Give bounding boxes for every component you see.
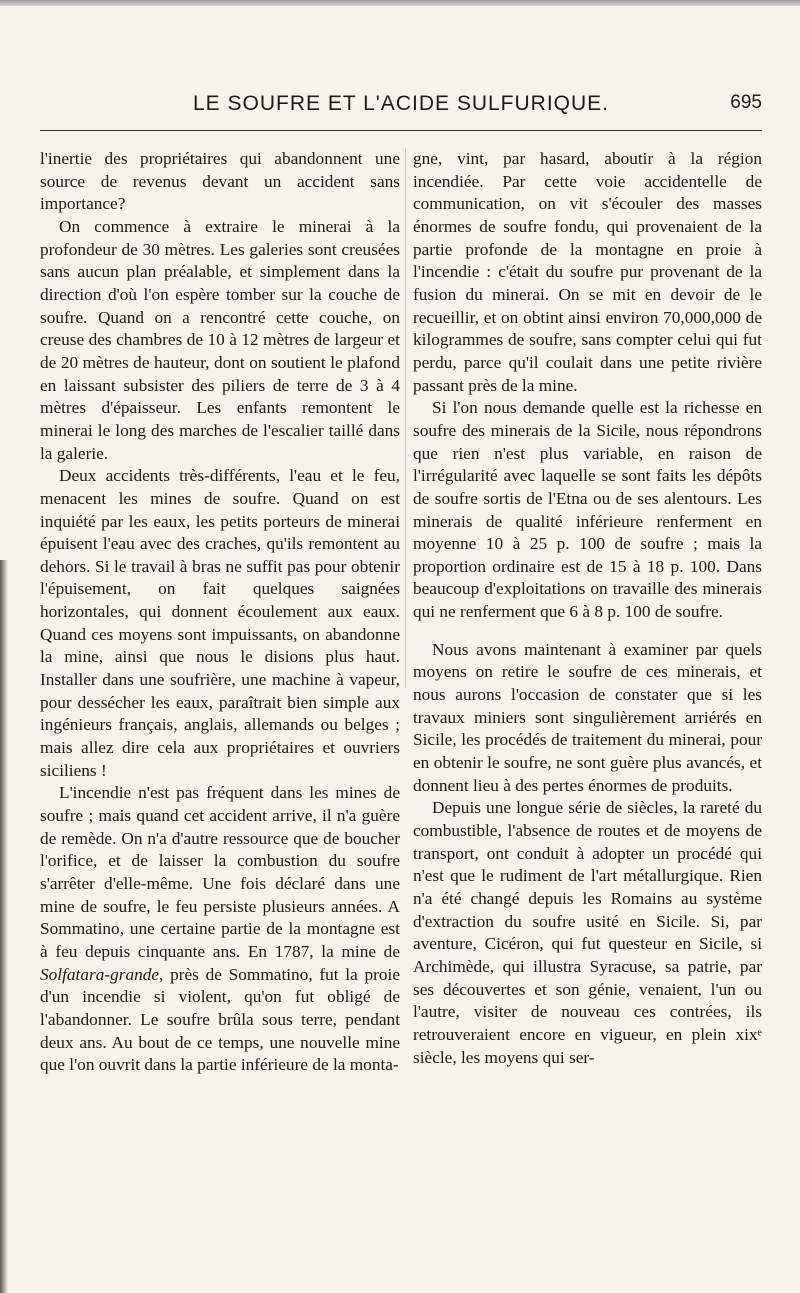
- binding-shadow: [0, 560, 8, 1293]
- paragraph: l'inertie des propriétaires qui abandonnent une source de revenus devant un accident sans importance?: [40, 149, 400, 214]
- running-title: LE SOUFRE ET L'ACIDE SULFURIQUE.: [192, 92, 610, 115]
- paragraph: On commence à extraire le minerai à la profondeur de 30 mètres. Les galeries sont creusées sans aucun plan préalable, et simplement dans la direction d'où l'on espère tomber sur la couche de soufre. Quand on a rencontré cette couche, on creuse des chambres de 10 à 12 mètres de largeur et de 20 mètres de hauteur, dont on soutient le plafond en laissant subsister des piliers de terre de 3 à 4 mètres d'épaisseur. Les enfants remontent le minerai le long des marches de l'escalier taillé dans la galerie.: [40, 216, 400, 463]
- paragraph: [40, 782, 400, 1077]
- paragraph: Deux accidents très-différents, l'eau et le feu, menacent les mines de soufre. Quand on est inquiété par les eaux, les petits porteurs de minerai épuisent l'eau avec des craches, qu'ils remontent au dehors. Si le travail à bras ne suffit pas pour obtenir l'épuisement, on fait quelques saignées horizontales, qui donnent écoulement aux eaux. Quand ces moyens sont impuissants, on abandonne la mine, ainsi que nous le disions plus haut. Installer dans une soufrière, une machine à vapeur, pour dessécher les eaux, paraîtrait bien simple aux ingénieurs français, anglais, allemands ou belges ; mais allez dire cela aux propriétaires et ouvriers siciliens !: [40, 466, 400, 780]
- paragraph: Nous avons maintenant à examiner par quels moyens on retire le soufre de ces minerais, et nous aurons l'occasion de constater que si les travaux miniers sont singulièrement arriérés en Sicile, les procédés de traitement du minerai, pour en obtenir le soufre, ne sont guère plus avancés, et donnent lieu à des pertes énormes de produits.: [413, 639, 762, 795]
- right-column: [413, 148, 762, 1069]
- page-header: [40, 92, 762, 120]
- paragraph: Depuis une longue série de siècles, la rareté du combustible, l'absence de routes et de moyens de transport, ont conduit à adopter un procédé qui n'est que le rudiment de l'art métallurgique. Rien n'a été changé depuis les Romains au système d'extraction du soufre usité en Sicile. Si, par aventure, Cicéron, qui fut questeur en Sicile, si Archimède, qui illustra Syracuse, sa patrie, par ses découvertes et son génie, venaient, l'un ou l'autre, visiter de nouveau ces contrées, ils retrouveraient encore en vigueur, en plein xixᵉ siècle, les moyens qui ser-: [413, 798, 762, 1067]
- left-column: [40, 148, 400, 1077]
- column-divider: [405, 148, 406, 688]
- paragraph-text: , près de Sommatino, fut la proie d'un incendie si violent, qu'on fut obligé de l'abandonner. Le soufre brûla sous terre, pendant deux ans. Au bout de ce temps, une nouvelle mine que l'on ouvrit dans la partie inférieure de la monta-: [40, 964, 400, 1075]
- paragraph: gne, vint, par hasard, aboutir à la région incendiée. Par cette voie accidentelle de communication, on vit s'écouler des masses énormes de soufre fondu, qui provenaient de la partie profonde de la montagne en proie à l'incendie : c'était du soufre pur provenant de la fusion du minerai. On se mit en devoir de le recueillir, et on obtint ainsi environ 70,000,000 de kilogrammes de soufre, sans compter celui qui fut perdu, parce qu'il coulait dans une petite rivière passant près de la mine.: [413, 149, 762, 395]
- page-number: 695: [730, 92, 762, 113]
- mine-name: Solfatara-grande: [40, 964, 160, 984]
- paragraph-text: L'incendie n'est pas fréquent dans les mines de soufre ; mais quand cet accident arrive, il n'a guère de remède. On n'a d'autre ressource que de boucher l'orifice, et de laisser la combustion du soufre s'arrêter d'elle-même. Une fois déclaré dans une mine de soufre, le feu persiste plusieurs années. A Sommatino, une certaine partie de la montagne est à feu depuis cinquante ans. En 1787, la mine de: [40, 783, 400, 961]
- top-page-edge: [0, 0, 800, 6]
- header-rule: [40, 130, 762, 131]
- paragraph: Si l'on nous demande quelle est la richesse en soufre des minerais de la Sicile, nous répondrons que rien n'est plus variable, en raison de l'irrégularité avec laquelle se sont faits les dépôts de soufre sortis de l'Etna ou de ses alentours. Les minerais de qualité inférieure renferment en moyenne 10 à 25 p. 100 de soufre ; mais la proportion ordinaire est de 15 à 18 p. 100. Dans beaucoup d'exploitations on travaille des minerais qui ne renferment que 6 à 8 p. 100 de soufre.: [413, 398, 762, 622]
